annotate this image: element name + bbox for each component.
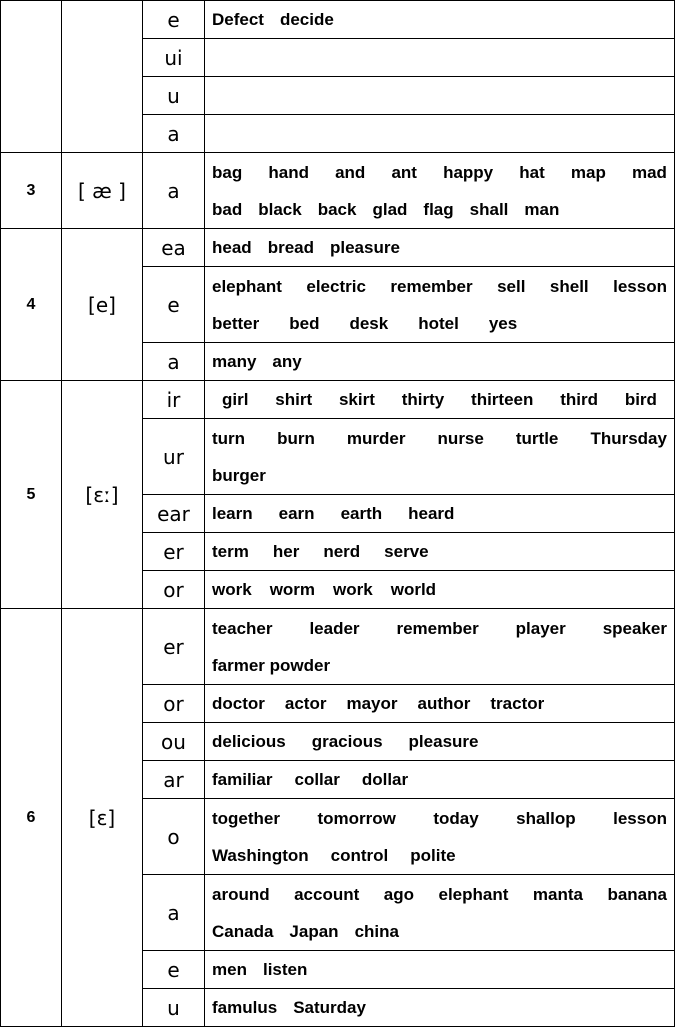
word: banana [607, 884, 667, 904]
spelling-cell: a [143, 115, 205, 153]
word: turtle [515, 428, 559, 448]
word: learn [212, 504, 253, 523]
spelling-cell: e [143, 267, 205, 343]
word: worm [269, 580, 316, 599]
spelling-cell: ou [143, 723, 205, 761]
word: Japan [289, 921, 339, 941]
words-cell [205, 419, 675, 495]
word: remember [396, 618, 479, 638]
word: heard [408, 504, 455, 523]
word: gracious [311, 732, 383, 751]
ipa-symbol: [e] [62, 229, 143, 381]
words-cell-empty [205, 39, 675, 77]
spelling-cell: u [143, 989, 205, 1027]
word: bed [289, 313, 320, 333]
word: any [272, 352, 302, 371]
word: elephant [212, 276, 282, 296]
word: earn [278, 504, 315, 523]
words-cell [205, 229, 675, 267]
words-cell [205, 153, 675, 229]
word: doctor [212, 694, 265, 713]
word: ant [391, 162, 417, 182]
word: Defect [212, 10, 264, 29]
word: hotel [418, 313, 459, 333]
word: player [515, 618, 566, 638]
word: dollar [361, 770, 409, 789]
word: yes [488, 313, 518, 333]
spelling-cell: or [143, 685, 205, 723]
word: world [390, 580, 437, 599]
word: elephant [438, 884, 509, 904]
word: work [333, 580, 373, 599]
word: back [317, 199, 357, 219]
words-cell [205, 495, 675, 533]
spelling-cell: a [143, 153, 205, 229]
spelling-cell: e [143, 951, 205, 989]
words-cell [205, 761, 675, 799]
word: murder [346, 428, 406, 448]
words-cell-empty [205, 115, 675, 153]
word: pleasure [408, 732, 479, 751]
word: head [212, 238, 252, 257]
word: mad [631, 162, 667, 182]
word: happy [443, 162, 494, 182]
word: many [212, 352, 257, 371]
words-cell [205, 951, 675, 989]
word: glad [372, 199, 408, 219]
spelling-cell: ui [143, 39, 205, 77]
spelling-cell: ur [143, 419, 205, 495]
word: thirteen [471, 390, 534, 409]
word: electric [306, 276, 366, 296]
words-cell [205, 989, 675, 1027]
word: remember [390, 276, 473, 296]
word: work [212, 580, 252, 599]
word: hand [268, 162, 309, 182]
word: china [354, 921, 399, 941]
word: black [258, 199, 302, 219]
words-cell [205, 723, 675, 761]
word: serve [384, 542, 429, 561]
word: control [330, 845, 389, 865]
spelling-cell: ea [143, 229, 205, 267]
word: girl [222, 390, 249, 409]
spelling-cell: ir [143, 381, 205, 419]
word: ago [383, 884, 414, 904]
word: familiar [212, 770, 273, 789]
spelling-cell: o [143, 799, 205, 875]
word: Washington [212, 845, 309, 865]
word: tractor [490, 694, 545, 713]
spelling-cell: u [143, 77, 205, 115]
word: farmer powder [212, 655, 331, 675]
word: mayor [346, 694, 398, 713]
word: turn [212, 428, 246, 448]
word: bad [212, 199, 243, 219]
word: author [417, 694, 471, 713]
word: third [560, 390, 598, 409]
ipa-symbol: [ɛ] [62, 609, 143, 1027]
word: account [294, 884, 360, 904]
words-cell [205, 1, 675, 39]
word: bag [212, 162, 243, 182]
spelling-cell: or [143, 571, 205, 609]
words-cell [205, 685, 675, 723]
word: polite [410, 845, 456, 865]
word: shirt [275, 390, 313, 409]
word: teacher [212, 618, 273, 638]
words-cell [205, 571, 675, 609]
word: burger [212, 465, 266, 485]
spelling-cell: e [143, 1, 205, 39]
word: shell [549, 276, 589, 296]
word: nerd [323, 542, 361, 561]
words-cell [205, 799, 675, 875]
word: pleasure [329, 238, 400, 257]
word: listen [262, 960, 308, 979]
row-number: 4 [1, 229, 62, 381]
spelling-cell: er [143, 533, 205, 571]
word: speaker [602, 618, 667, 638]
word: manta [532, 884, 583, 904]
word: shall [469, 199, 509, 219]
word: around [212, 884, 270, 904]
word: delicious [212, 732, 286, 751]
row-number: 6 [1, 609, 62, 1027]
word: lesson [613, 276, 667, 296]
word: her [272, 542, 300, 561]
word: term [212, 542, 249, 561]
word: collar [294, 770, 340, 789]
word: map [570, 162, 606, 182]
words-cell [205, 343, 675, 381]
spelling-cell: er [143, 609, 205, 685]
ipa-cell-continued [62, 1, 143, 153]
word: lesson [613, 808, 667, 828]
word: actor [284, 694, 327, 713]
word: man [524, 199, 560, 219]
word: men [212, 960, 247, 979]
number-cell-continued [1, 1, 62, 153]
word: today [433, 808, 479, 828]
word: Saturday [293, 998, 366, 1017]
word: famulus [212, 998, 278, 1017]
word: bird [624, 390, 657, 409]
word: Thursday [590, 428, 667, 448]
spelling-cell: a [143, 343, 205, 381]
word: skirt [338, 390, 375, 409]
words-cell [205, 267, 675, 343]
words-cell-empty [205, 77, 675, 115]
word: earth [340, 504, 383, 523]
words-cell [205, 381, 675, 419]
words-cell [205, 533, 675, 571]
word: hat [519, 162, 545, 182]
ipa-symbol: [ æ ] [62, 153, 143, 229]
spelling-cell: a [143, 875, 205, 951]
ipa-symbol: [ɛː] [62, 381, 143, 609]
word: bread [267, 238, 314, 257]
word: better [212, 313, 260, 333]
word: nurse [437, 428, 484, 448]
spelling-cell: ear [143, 495, 205, 533]
word: flag [423, 199, 454, 219]
words-cell [205, 609, 675, 685]
word: desk [349, 313, 389, 333]
word: sell [497, 276, 526, 296]
word: thirty [401, 390, 445, 409]
word: tomorrow [317, 808, 396, 828]
word: and [335, 162, 366, 182]
word: leader [309, 618, 360, 638]
row-number: 3 [1, 153, 62, 229]
word: shallop [516, 808, 576, 828]
word: decide [279, 10, 334, 29]
spelling-cell: ar [143, 761, 205, 799]
words-cell [205, 875, 675, 951]
row-number: 5 [1, 381, 62, 609]
word: Canada [212, 921, 274, 941]
word: together [212, 808, 280, 828]
word: burn [277, 428, 315, 448]
